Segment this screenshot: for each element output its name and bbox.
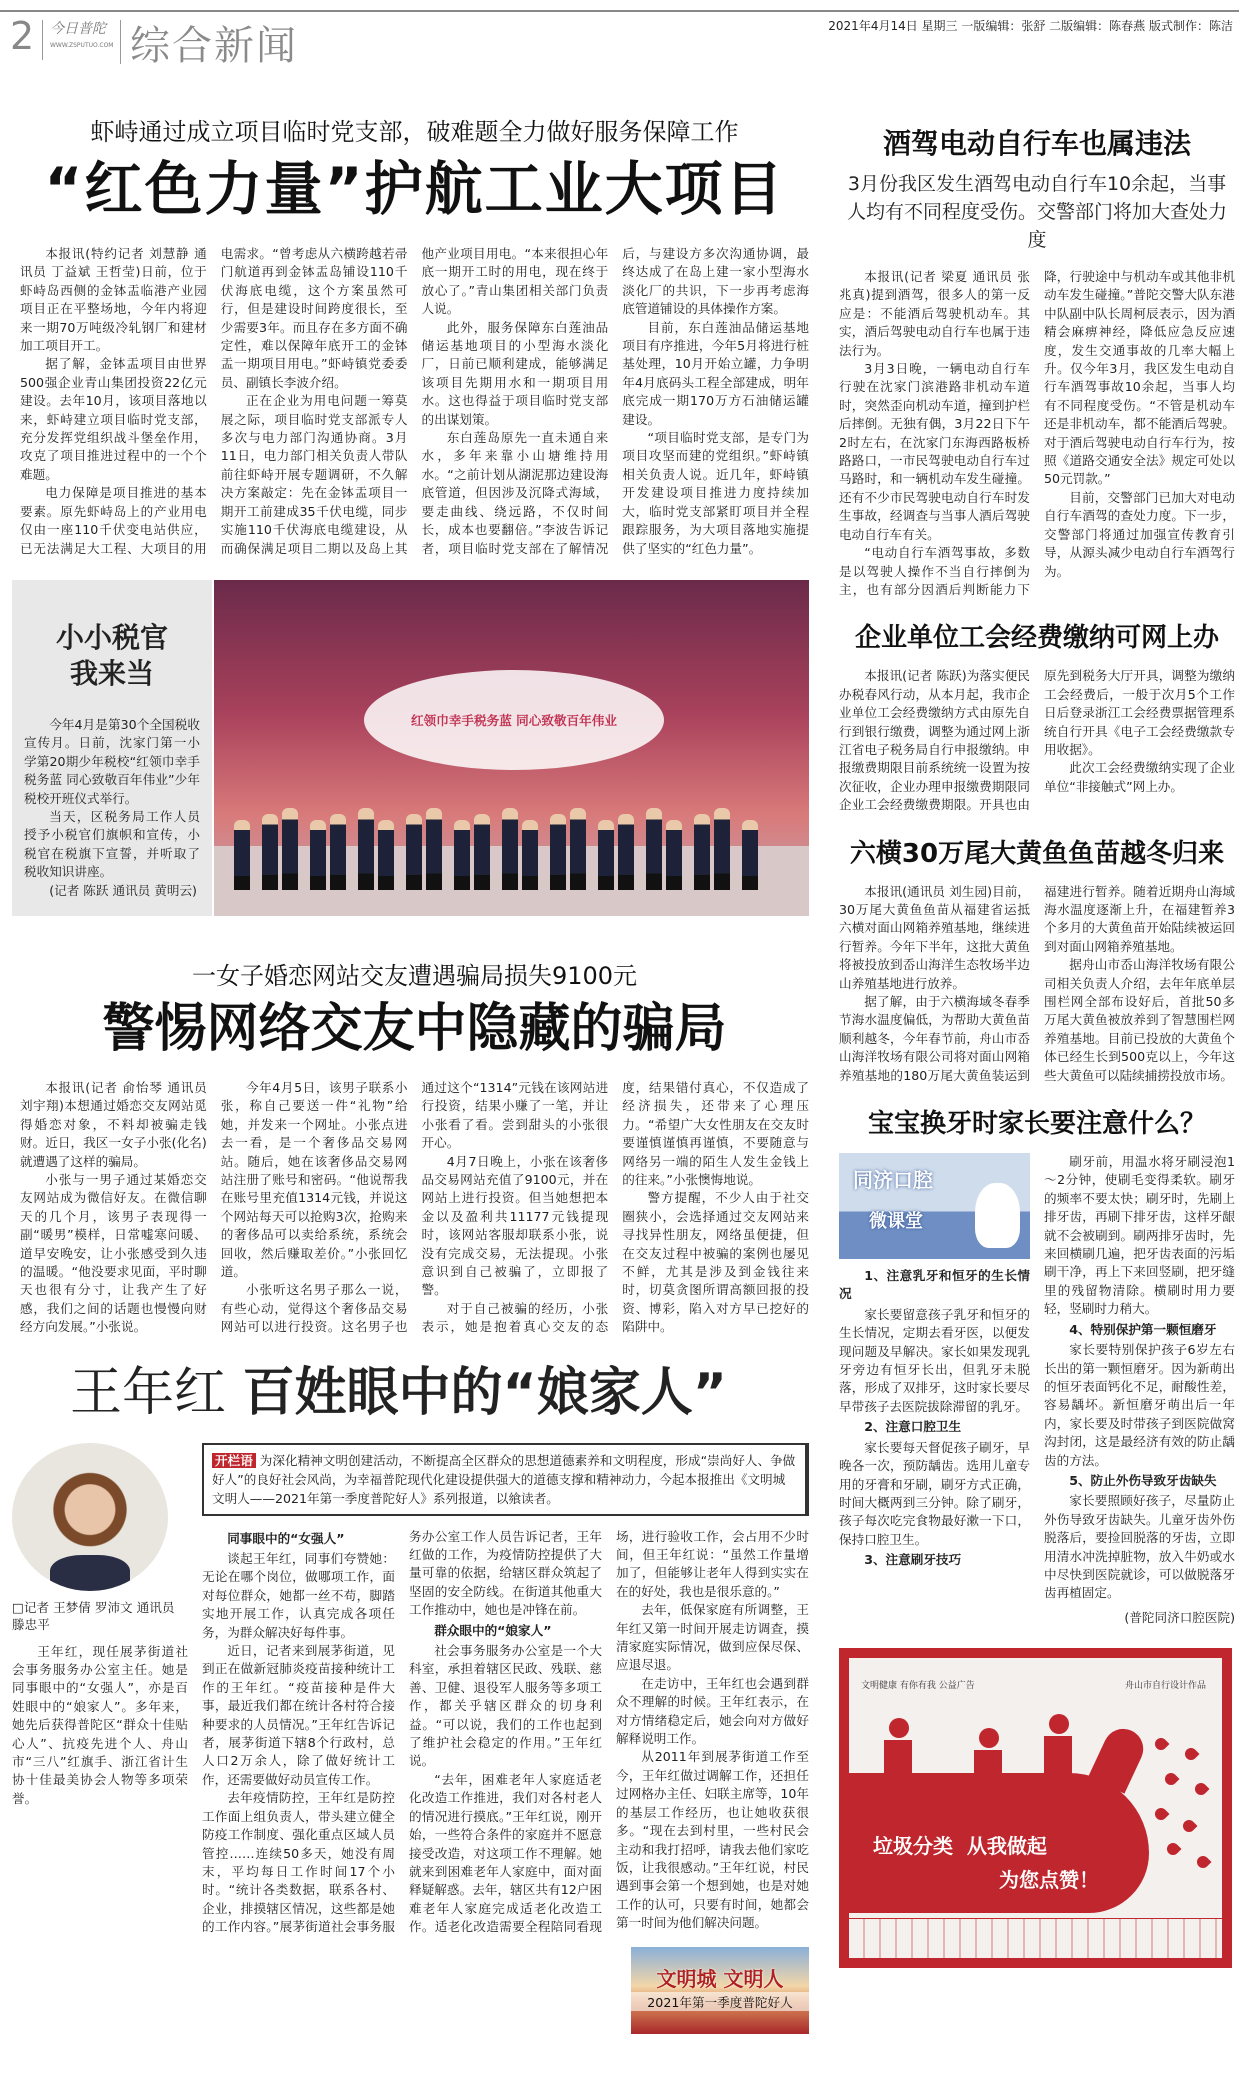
teeth-body bbox=[839, 1153, 1235, 1603]
hearts-group bbox=[1155, 1738, 1215, 1888]
heart-icon bbox=[1181, 1817, 1198, 1834]
right-column bbox=[839, 90, 1235, 2056]
subheading: 同事眼中的“女强人” bbox=[227, 1530, 345, 1546]
good-people-badge bbox=[631, 1947, 809, 2034]
student-figure bbox=[234, 820, 250, 890]
profile-body bbox=[202, 1528, 809, 1937]
portrait-photo bbox=[12, 1443, 168, 1591]
portrait-jacket bbox=[50, 1555, 130, 1591]
badge-line1: 文明城 文明人 bbox=[656, 1966, 784, 1991]
ebike-title: 酒驾电动自行车也属违法 bbox=[882, 127, 1191, 160]
garbage-poster bbox=[839, 1648, 1232, 1968]
divider bbox=[120, 20, 121, 64]
heart-icon bbox=[1193, 1780, 1210, 1797]
fish-title: 六横30万尾大黄鱼鱼苗越冬归来 bbox=[849, 838, 1225, 869]
paragraph: “电动自行车酒驾事故，多数是以驾驶人操作不当自行摔倒为主，也有部分因酒后判断能力下降，行驶途中与机动车或其他非机动车发生碰撞。”普陀交警大队东港中队副中队长周柯辰表示，因为酒精会麻痹神经，降低应急反应速度，发生交通事故的几率大幅上升。仅今年3月，我区发生电动自行车酒驾事故10余起，当事人均有不同程度受伤。“不管是机动车还是非机动车，都不能酒后驾驶。对于酒后驾驶电动自行车行为，按照《道路交通安全法》规定可处以50元罚款。” bbox=[839, 269, 1235, 597]
student-figure bbox=[406, 814, 422, 890]
tax-title-line2: 我来当 bbox=[69, 656, 154, 690]
tax-article bbox=[12, 580, 809, 916]
subheading: 4、特别保护第一颗恒磨牙 bbox=[1069, 1321, 1217, 1337]
profile-title bbox=[70, 1361, 809, 1425]
paragraph: (记者 陈跃 通讯员 黄明云) bbox=[49, 882, 197, 898]
subheading: 5、防止外伤导致牙齿缺失 bbox=[1069, 1472, 1217, 1488]
paragraph: 家长要每天督促孩子刷牙，早晚各一次，预防龋齿。选用儿童专用的牙膏和牙刷，刷牙方式正确，时间大概两到三分钟。除了刷牙，孩子每次吃完食物最好漱一下口，保持口腔卫生。 bbox=[839, 1439, 1030, 1547]
paragraph: 在走访中，王年红也会遇到群众不理解的时候。王年红表示，在对方情绪稳定后，她会向对方做好解释说明工作。 bbox=[616, 1675, 809, 1747]
student-figure bbox=[550, 814, 566, 890]
fish-article bbox=[839, 837, 1235, 1085]
student-figure bbox=[522, 820, 538, 890]
paragraph: 据舟山市岙山海洋牧场有限公司相关负责人介绍，去年年底单层围栏网全部布设好后，首批50多万尾大黄鱼被放养到了智慧围栏网养殖基地。目前已投放的大黄鱼个体已经生长到500克以上，今年这些大黄鱼可以陆续捕捞投放市场。 bbox=[1044, 957, 1235, 1083]
student-figure bbox=[714, 808, 730, 890]
tax-photo bbox=[214, 580, 809, 916]
profile-title-name: 王年红 bbox=[70, 1362, 227, 1423]
subheading: 群众眼中的“娘家人” bbox=[434, 1622, 552, 1638]
student-figure bbox=[502, 808, 518, 890]
paragraph: 对于自己被骗的经历，小张表示，她是抱着真心交友的态度，结果错付真心，不仅造成了经济损失，还带来了心理压力。“希望广大女性朋友在交友时要谨慎谨慎再谨慎，不要随意与网络另一端的陌生人发生金钱上的往来。”小张懊悔地说。 bbox=[421, 1079, 809, 1335]
image-line1: 同济口腔 bbox=[853, 1168, 933, 1193]
paragraph: 今年4月是第30个全国税收宣传月。日前，沈家门第一小学第20期少年税校“红领巾幸手税务蓝 同心致敬百年伟业”少年税校开班仪式举行。 bbox=[24, 716, 200, 806]
person-icon bbox=[974, 1750, 1002, 1800]
paragraph: 去年疫情防控，王年红是防控工作面上组负责人，带头建立健全防疫工作制度、强化重点区域人员管控……连续50多天，她没有周末，平均每日工作时间17个小时。“统计各类数据，联系各村、企业，排摸辖区情况，这些都是她的工作内容。”展茅街道社会事务服务办公室工作人员告诉记者，王年红做的工作，为疫情防控提供了大量可靠的依据，给辖区群众筑起了坚固的安全防线。在街道其他重大工作推动中，她也是冲锋在前。 bbox=[202, 1528, 602, 1935]
stage-banner bbox=[364, 670, 664, 770]
paragraph: 本报讯(记者 俞怡琴 通讯员 刘宇翔)本想通过婚恋交友网站觅得婚恋对象，不料却被骗走钱财。近日，我区一女子小张(化名)就遭遇了这样的骗局。 bbox=[20, 1079, 207, 1169]
paragraph: 本报讯(记者 梁夏 通讯员 张兆真)提到酒驾，很多人的第一反应是：不能酒后驾驶机动车。其实，酒后驾驶电动自行车也属于违法行为。 bbox=[839, 269, 1030, 358]
lead-kicker: 虾峙通过成立项目临时党支部，破难题全力做好服务保障工作 bbox=[90, 118, 739, 146]
paragraph: 电力保障是项目推进的基本要素。原先虾峙岛上的产业用电仅由一座110千伏变电站供应，已无法满足大工程、大项目的用电需求。“曾考虑从六横跨越若帚门航道再到金钵盂岛铺设110千伏海底电缆，这个方案虽然可行，但是建设时间跨度很长，至少需要3年。而且存在多方面不确定性，难以保障年底开工的金钵盂一期项目用电。”虾峙镇党委委员、副镇长李波介绍。 bbox=[20, 246, 408, 556]
paragraph: 本报讯(特约记者 刘慧静 通讯员 丁益斌 王哲莹)日前，位于虾峙岛西侧的金钵盂临港产业园项目正在平整场地，今年内将迎来一期70万吨级冷轧钢厂和建材加工项目开工。 bbox=[20, 246, 207, 354]
person-icon bbox=[979, 1728, 999, 1748]
paragraph: 警方提醒，不少人由于社交圈狭小，会选择通过交友网站来寻找异性朋友，网络虽便捷，但在交友过程中被骗的案例也屡见不鲜，尤其是涉及到金钱往来时，切莫贪图所谓高额回报的投资、博彩，陷入对方早已挖好的陷阱中。 bbox=[622, 1190, 809, 1335]
student-figure bbox=[666, 820, 682, 890]
person-icon bbox=[1044, 1736, 1072, 1794]
students-group bbox=[234, 780, 774, 890]
union-body bbox=[839, 667, 1235, 814]
ebike-kicker: 3月份我区发生酒驾电动自行车10余起，当事人均有不同程度受伤。交警部门将加大查处力度 bbox=[846, 173, 1227, 251]
page-columns bbox=[0, 90, 1239, 2076]
paragraph: “去年，困难老年人家庭适老化改造工作推进，我们对各村老人的情况进行摸底。”王年红说，刚开始，一些符合条件的家庭并不愿意接受改造，对这项工作不理解。她就来到困难老年人家庭中，面对面释疑解惑。去年，辖区共有12户困难老年人家庭完成适老化改造工作。适老化改造需要全程陪同看现场，进行验收工作，会占用不少时间，但王年红说：“虽然工作量增加了，但能够让老年人得到实实在在的好处，我也是很乐意的。” bbox=[409, 1528, 809, 1935]
date-line: 2021年4月14日 星期三 一版编辑：张舒 二版编辑：陈春燕 版式制作：陈洁 bbox=[828, 19, 1233, 33]
student-figure bbox=[454, 820, 470, 890]
section-title: 综合新闻 bbox=[130, 23, 298, 69]
union-title: 企业单位工会经费缴纳可网上办 bbox=[854, 623, 1219, 654]
paragraph: 目前，东白莲油品储运基地项目有序推进，今年5月将进行桩基处理，10月开始立罐，力争明年4月底码头工程全部建成，明年底完成一期170万方石油储运罐建设。 bbox=[622, 319, 809, 427]
masthead bbox=[0, 10, 1239, 90]
lead-article bbox=[20, 112, 809, 558]
page-number: 2 bbox=[10, 14, 35, 58]
paragraph: 王年红，现任展茅街道社会事务服务办公室主任。她是同事眼中的“女强人”，亦是百姓眼中的“娘家人”。多年来，她先后获得普陀区“群众十佳贴心人”、抗疫先进个人、舟山市“三八”红旗手、浙江省计生协十佳最美协会人物等多项荣誉。 bbox=[12, 1643, 188, 1806]
union-article bbox=[839, 621, 1235, 814]
tax-box bbox=[12, 580, 212, 916]
student-figure bbox=[358, 808, 374, 890]
paragraph: 刷牙前，用温水将牙刷浸泡1～2分钟，使刷毛变得柔软。刷牙的频率不要太快；刷牙时，先刷上排牙齿，再刷下排牙齿，这样牙龈就不会被刷到。刷两排牙齿时，先来回横刷几遍，把牙齿表面的污垢刷干净，再上下来回竖刷，把牙缝里的残留物清除。横刷时用力要轻，竖刷时力稍大。 bbox=[1044, 1154, 1235, 1317]
student-figure bbox=[330, 814, 346, 890]
student-figure bbox=[378, 820, 394, 890]
student-figure bbox=[598, 820, 614, 890]
paragraph: 小张与一男子通过某婚恋交友网站成为微信好友。在微信聊天的几个月，该男子表现得一副“暖男”模样，日常嘘寒问暖、道早安晚安，让小张感受到久违的温暖。“他没要求见面，平时聊天也很有分寸，让我产生了好感，我们之间的话题也慢慢向财经方向发展。”小张说。 bbox=[20, 1171, 207, 1335]
heart-icon bbox=[1183, 1745, 1200, 1762]
scam-kicker: 一女子婚恋网站交友遭遇骗局损失9100元 bbox=[191, 961, 638, 990]
teeth-title: 宝宝换牙时家长要注意什么？ bbox=[867, 1109, 1206, 1140]
paragraph: 4月7日晚上，小张在该奢侈品交易网站充值了9100元，并在网站上进行投资。但当她想把本金以及盈利共11177元钱提现时，该网站客服却联系小张，说没有完成交易，无法提现。小张意识到自己被骗了，立即报了警。 bbox=[421, 1153, 609, 1298]
poster-top-right: 舟山市自行设计作品 bbox=[1124, 1680, 1206, 1691]
lead-body bbox=[20, 245, 809, 558]
heart-icon bbox=[1165, 1840, 1182, 1857]
person-icon bbox=[889, 1718, 909, 1738]
profile-right-area bbox=[202, 1443, 809, 2034]
subheading: 3、注意刷牙技巧 bbox=[864, 1552, 962, 1568]
student-figure bbox=[426, 808, 442, 890]
paragraph: 目前，交警部门已加大对电动自行车酒驾的查处力度。下一步，交警部门将通过加强宣传教育引导，从源头减少电动自行车酒驾行为。 bbox=[1044, 489, 1235, 579]
student-figure bbox=[646, 808, 662, 890]
intro-label: 开栏语 bbox=[212, 1453, 256, 1468]
fish-body bbox=[839, 883, 1235, 1085]
left-column bbox=[12, 90, 809, 2056]
paragraph: 3月3日晚，一辆电动自行车行驶在沈家门滨港路非机动车道时，突然歪向机动车道，撞到护栏后摔倒。无独有偶，3月22日下午2时左右，在沈家门东海西路板桥路路口，一市民驾驶电动自行车过马路时，和一辆机动车发生碰撞。还有不少市民驾驶电动自行车时发生事故，经调查与当事人酒后驾驶电动自行车有关。 bbox=[839, 361, 1030, 542]
student-figure bbox=[618, 814, 634, 890]
tax-body bbox=[24, 716, 200, 900]
poster-slogan-1: 垃圾分类 从我做起 bbox=[873, 1833, 1047, 1858]
profile-body-col1 bbox=[12, 1643, 188, 1809]
paragraph: 本报讯(记者 陈跃)为落实便民办税春风行动，从本月起，我市企业单位工会经费缴纳方式由原先自行到银行缴费，调整为通过网上浙江省电子税务局自行申报缴纳。申报缴费期限目前系统统一设置为按次征收，企业办理申报缴费期限同企业工会经费缴费期限。开具也由原先到税务大厅开具，调整为缴纳工会经费后，一般于次月5个工作日后登录浙江工会经费票据管理系统自行开具《电子工会经费缴款专用收据》。 bbox=[839, 668, 1235, 813]
scam-article bbox=[20, 956, 809, 1337]
student-figure bbox=[570, 808, 586, 890]
scam-body bbox=[20, 1079, 809, 1337]
paragraph: 据了解，金钵盂项目由世界500强企业青山集团投资22亿元建设。去年10月，该项目落地以来，虾峙建立项目临时党支部，充分发挥党组织战斗堡垒作用，攻克了项目推进过程中的一个个难题。 bbox=[20, 356, 207, 482]
person-icon bbox=[1049, 1714, 1069, 1734]
subheading: 2、注意口腔卫生 bbox=[864, 1419, 962, 1435]
intro-box bbox=[202, 1443, 809, 1516]
logo: 今日普陀 bbox=[50, 21, 106, 37]
heart-icon bbox=[1153, 1735, 1170, 1752]
paragraph: 家长要特别保护孩子6岁左右长出的第一颗恒磨牙。因为新萌出的恒牙表面钙化不足，耐酸性差，容易龋坏。新恒磨牙萌出后一年内，家长要及时带孩子到医院做窝沟封闭，这是最经济有效的防止龋齿的方法。 bbox=[1044, 1342, 1235, 1468]
city-skyline bbox=[849, 1918, 1222, 1958]
profile-left-col bbox=[12, 1443, 188, 2034]
image-line2: 微课堂 bbox=[869, 1211, 923, 1233]
profile-layout bbox=[12, 1443, 809, 2034]
student-figure bbox=[474, 814, 490, 890]
lead-title: “红色力量”护航工业大项目 bbox=[44, 155, 785, 223]
heart-icon bbox=[1153, 1805, 1170, 1822]
paragraph: 东白莲岛原先一直未通自来水，多年来靠小山塘维持用水。“之前计划从湖泥那边建设海底管道，但因涉及沉降式海域，要走曲线、绕远路，不仅时间长，成本也要翻倍。”李波告诉记者，项目临时党支部在了解情况后，与建设方多次沟通协调，最终达成了在岛上建一家小型海水淡化厂的共识，下一步再考虑海底管道铺设的具体操作方案。 bbox=[421, 246, 809, 556]
student-figure bbox=[310, 820, 326, 890]
divider bbox=[42, 20, 43, 60]
student-figure bbox=[262, 814, 278, 890]
tooth-icon bbox=[975, 1183, 1020, 1248]
paragraph: 此外，服务保障东白莲油品储运基地项目的小型海水淡化厂，日前已顺利建成，能够满足该项目先期用水和一期项目用水。这也得益于项目临时党支部的出谋划策。 bbox=[421, 319, 609, 427]
student-figure bbox=[694, 814, 710, 890]
profile-article bbox=[12, 1361, 809, 2034]
paragraph: 社会事务服务办公室是一个大科室，承担着辖区民政、残联、慈善、卫健、退役军人服务等多项工作，都关乎辖区群众的切身利益。“可以说，我们的工作也起到了维护社会稳定的作用。”王年红说。 bbox=[409, 1643, 602, 1769]
paragraph: 去年，低保家庭有所调整，王年红又第一时间开展走访调查，摸清家庭实际情况，做到应保尽保、应退尽退。 bbox=[616, 1602, 809, 1673]
teeth-article bbox=[839, 1107, 1235, 1626]
banner-text: 红领巾幸手税务蓝 同心致敬百年伟业 bbox=[411, 713, 617, 729]
student-figure bbox=[282, 808, 298, 890]
paragraph: 此次工会经费缴纳实现了企业单位“非接触式”网上办。 bbox=[1044, 760, 1235, 794]
profile-title-main: 百姓眼中的“娘家人” bbox=[242, 1362, 727, 1423]
paragraph: 家长要留意孩子乳牙和恒牙的生长情况，定期去看牙医，以便发现问题及早解决。家长如果发现乳牙旁边有恒牙长出，但乳牙未脱落，形成了双排牙，这时家长要尽早带孩子去医院拔除滞留的乳牙。 bbox=[839, 1306, 1030, 1414]
paragraph: 今年4月5日，该男子联系小张，称自己要送一件“礼物”给她，并发来一个网址。小张点进去一看，是一个奢侈品交易网站。随后，她在该奢侈品交易网站注册了账号和密码。“他说帮我在账号里充值1314元钱，并说这个网站每天可以抢购3次，抢购来的奢侈品可以卖给系统，系统会回收，然后赚取差价。”小张回忆道。 bbox=[220, 1079, 408, 1279]
paragraph: 从2011年到展茅街道工作至今，王年红做过调解工作，还担任过网格办主任、妇联主席等，10年的基层工作经历，也让她收获很多。“现在去到村里，一些村民会主动和我打招呼，请我去他们家吃饭，让我很感动。”王年红说，村民遇到事会第一个想到她，也是对她工作的认可，只要有时间，她都会第一时间为他们解决问题。 bbox=[616, 1749, 809, 1931]
heart-icon bbox=[1163, 1770, 1180, 1787]
paragraph: 近日，记者来到展茅街道，见到正在做新冠肺炎疫苗接种统计工作的王年红。“疫苗接种是件大事，最近我们都在统计各村符合接种要求的人员情况。”王年红告诉记者，展茅街道下辖8个行政村，总人口2万余人，除了做好统计工作，还需要做好动员宣传工作。 bbox=[202, 1643, 395, 1787]
paragraph: 正在企业为用电问题一筹莫展之际，项目临时党支部派专人多次与电力部门沟通协商。3月11日，电力部门相关负责人带队前往虾峙开展专题调研，不久解决方案敲定：先在金钵盂项目一期开工前建成35千伏电缆，同步实施110千伏海底电缆建设，从而确保满足项目二期以及岛上其他产业项目用电。“本来很担心年底一期开工时的用电，现在终于放心了。”青山集团相关部门负责人说。 bbox=[220, 246, 609, 556]
poster-top-left: 文明健康 有你有我 公益广告 bbox=[861, 1680, 975, 1691]
ebike-article bbox=[839, 126, 1235, 599]
intro-text: 为深化精神文明创建活动，不断提高全区群众的思想道德素养和文明程度，形成“崇尚好人、争做好人”的良好社会风尚，为幸福普陀现代化建设提供强大的道德支撑和精神动力，今起本报推出《文明城 文明人——2021年第一季度普陀好人》系列报道，以飨读者。 bbox=[212, 1452, 796, 1506]
scam-title: 警惕网络交友中隐藏的骗局 bbox=[102, 998, 727, 1059]
paragraph: 家长要照顾好孩子，尽量防止外伤导致牙齿缺失。儿童牙齿外伤脱落后，要捡回脱落的牙齿，立即用清水冲洗掉脏物，放入牛奶或水中尽快到医院就诊，可以做脱落牙齿再植固定。 bbox=[1044, 1493, 1235, 1601]
paragraph: 当天，区税务局工作人员授予小税官们旗帜和宣传，小税官在税旗下宣誓，并听取了税收知识讲座。 bbox=[24, 808, 200, 880]
paragraph: 小张听这名男子那么一说，有些心动，觉得这个奢侈品交易网站可以进行投资。这名男子也通过这个“1314”元钱在该网站进行投资，结果小赚了一笔，并让小张看了看。尝到甜头的小张很开心。 bbox=[220, 1079, 609, 1335]
poster-slogan-2: 为您点赞！ bbox=[999, 1867, 1099, 1892]
subheading: 1、注意乳牙和恒牙的生长情况 bbox=[839, 1268, 1030, 1302]
logo-url: WWW.ZSPUTUO.COM bbox=[50, 42, 114, 49]
tax-title-line1: 小小税官 bbox=[55, 620, 168, 654]
teeth-source: (普陀同济口腔医院) bbox=[1124, 1609, 1235, 1625]
heart-icon bbox=[1195, 1853, 1212, 1870]
paragraph: 据了解，由于六横海域冬春季节海水温度偏低，为帮助大黄鱼苗顺利越冬，今年春节前，舟山市岙山海洋牧场有限公司将对面山网箱养殖基地的180万尾大黄鱼装运到福建进行暂养。随着近期舟山海域海水温度逐渐上升，在福建暂养3个多月的大黄鱼苗开始陆续被运回到对面山网箱养殖基地。 bbox=[839, 883, 1235, 1083]
student-figure bbox=[742, 820, 758, 890]
badge-line2: 2021年第一季度普陀好人 bbox=[631, 1992, 809, 2011]
ebike-body bbox=[839, 268, 1235, 599]
teeth-image bbox=[839, 1153, 1030, 1259]
paragraph: 本报讯(通讯员 刘生园)目前，30万尾大黄鱼鱼苗从福建省运抵六横对面山网箱养殖基地，继续进行暂养。今年下半年，这批大黄鱼将被投放到岙山海洋生态牧场半边山养殖基地进行放养。 bbox=[839, 883, 1030, 991]
profile-byline: □记者 王梦倩 罗沛文 通讯员 滕忠平 bbox=[12, 1599, 175, 1632]
paragraph: “项目临时党支部，是专门为项目攻坚而建的党组织。”虾峙镇相关负责人说。近几年，虾峙镇开发建设项目推进力度持续加大，临时党支部紧盯项目并全程跟踪服务，为大项目落地实施提供了坚实的“红色力量”。 bbox=[622, 430, 809, 556]
paragraph: 谈起王年红，同事们夸赞她：无论在哪个岗位，做哪项工作，面对每位群众，她都一丝不苟，脚踏实地开展工作，认真完成各项任务，为群众解决好每件事。 bbox=[202, 1551, 395, 1640]
person-icon bbox=[884, 1740, 912, 1780]
